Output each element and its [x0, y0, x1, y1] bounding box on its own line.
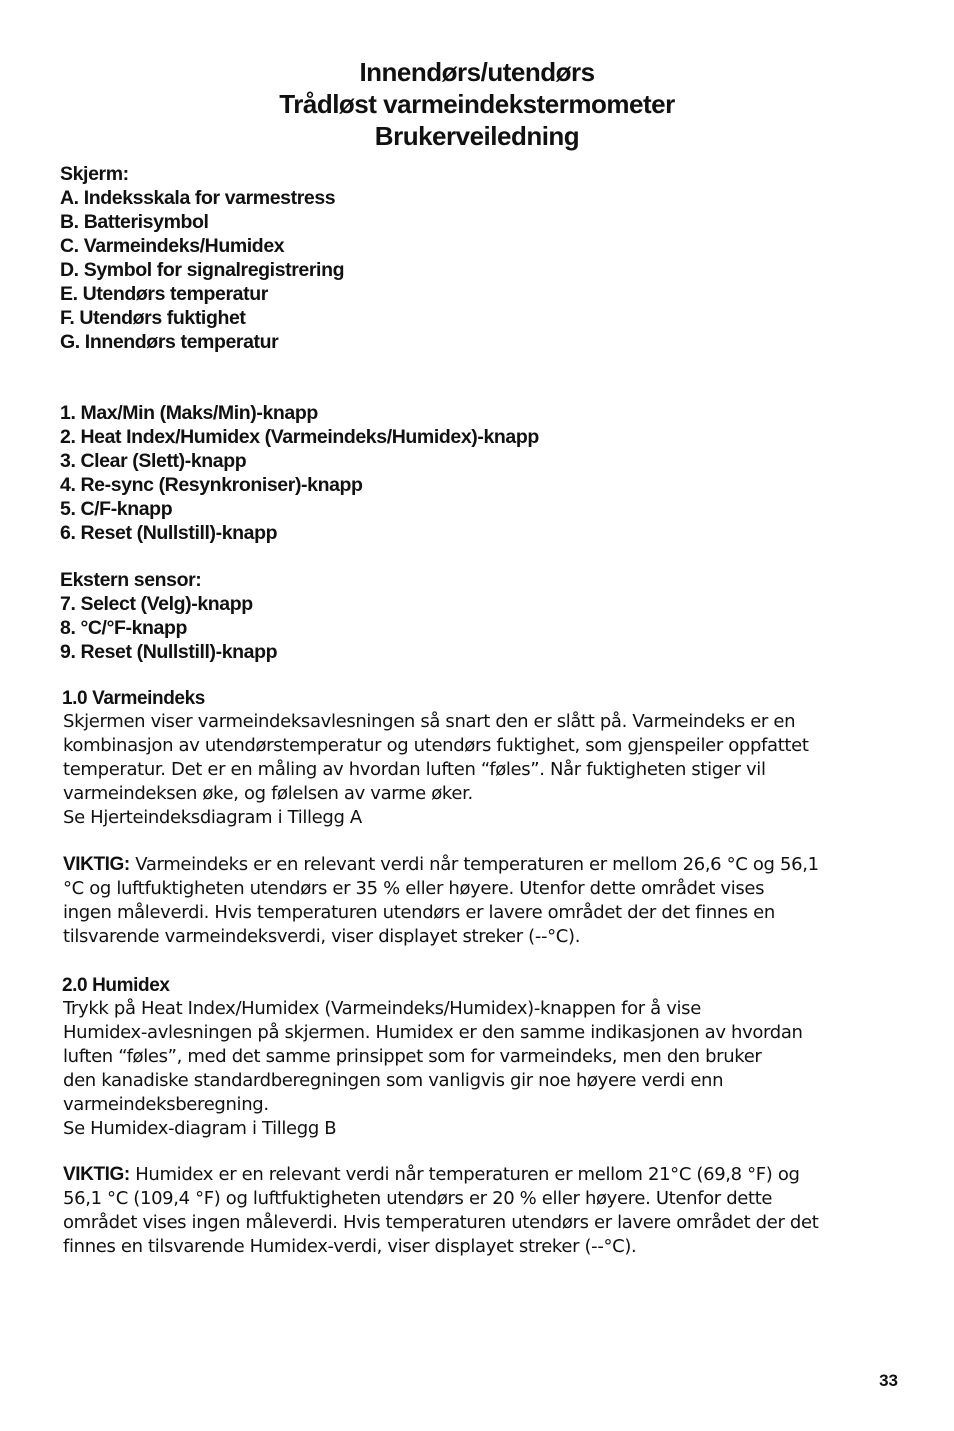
text-line: ingen måleverdi. Hvis temperaturen utendørs er lavere området der det finnes en	[63, 902, 775, 923]
page-title	[0, 56, 954, 152]
title-line-1: Innendørs/utendørs	[359, 57, 595, 87]
text-line: Se Hjerteindeksdiagram i Tillegg A	[63, 807, 362, 828]
text-line: kombinasjon av utendørstemperatur og utendørs fuktighet, som gjenspeiler oppfattet	[63, 735, 809, 756]
text-line: temperatur. Det er en måling av hvordan luften “føles”. Når fuktigheten stiger vil	[63, 759, 766, 780]
sensor-list	[60, 568, 277, 664]
important-label: VIKTIG:	[63, 854, 130, 875]
text-line: Se Humidex-diagram i Tillegg B	[63, 1118, 337, 1139]
text-line: luften “føles”, med det samme prinsippet som for varmeindeks, men den bruker	[63, 1046, 762, 1067]
list-item: 2. Heat Index/Humidex (Varmeindeks/Humidex)-knapp	[60, 426, 539, 448]
list-item: 9. Reset (Nullstill)-knapp	[60, 641, 278, 663]
text-line: tilsvarende varmeindeksverdi, viser displayet streker (--°C).	[63, 926, 581, 947]
list-item: 1. Max/Min (Maks/Min)-knapp	[60, 402, 318, 424]
text-line: varmeindeksberegning.	[63, 1094, 269, 1115]
screen-heading: Skjerm:	[60, 163, 129, 185]
list-item: 4. Re-sync (Resynkroniser)-knapp	[60, 474, 363, 496]
text-line: °C og luftfuktigheten utendørs er 35 % eller høyere. Utenfor dette området vises	[63, 878, 765, 899]
list-item: 7. Select (Velg)-knapp	[60, 593, 253, 615]
text-line: Humidex-avlesningen på skjermen. Humidex er den samme indikasjonen av hvordan	[63, 1022, 803, 1043]
title-line-2: Trådløst varmeindekstermometer	[279, 89, 675, 119]
list-item: A. Indeksskala for varmestress	[60, 187, 336, 209]
text-line: Varmeindeks er en relevant verdi når temperaturen er mellom 26,6 °C og 56,1	[129, 854, 819, 875]
list-item: 6. Reset (Nullstill)-knapp	[60, 522, 278, 544]
list-item: F. Utendørs fuktighet	[60, 307, 246, 329]
text-line: Trykk på Heat Index/Humidex (Varmeindeks/Humidex)-knappen for å vise	[63, 998, 701, 1019]
list-item: G. Innendørs temperatur	[60, 331, 279, 353]
text-line: 56,1 °C (109,4 °F) og luftfuktigheten utendørs er 20 % eller høyere. Utenfor dette	[63, 1188, 773, 1209]
text-line: varmeindeksen øke, og følelsen av varme øker.	[63, 783, 473, 804]
section-2-heading: 2.0 Humidex	[62, 975, 170, 996]
list-item: 3. Clear (Slett)-knapp	[60, 450, 247, 472]
text-line: området vises ingen måleverdi. Hvis temperaturen utendørs er lavere området der det	[63, 1212, 819, 1233]
section-2-important	[63, 1163, 903, 1259]
title-line-3: Brukerveiledning	[374, 121, 580, 151]
list-item: D. Symbol for signalregistrering	[60, 259, 345, 281]
text-line: den kanadiske standardberegningen som vanligvis gir noe høyere verdi enn	[63, 1070, 724, 1091]
important-label: VIKTIG:	[63, 1164, 130, 1185]
section-2-paragraph	[63, 997, 903, 1141]
buttons-list	[60, 401, 539, 545]
list-item: 8. °C/°F-knapp	[60, 617, 188, 639]
sensor-heading: Ekstern sensor:	[60, 569, 202, 591]
section-1-heading: 1.0 Varmeindeks	[62, 688, 205, 709]
page-number: 33	[879, 1371, 898, 1390]
screen-list	[60, 162, 344, 354]
section-1-paragraph	[63, 710, 903, 830]
text-line: Humidex er en relevant verdi når temperaturen er mellom 21°C (69,8 °F) og	[129, 1164, 800, 1185]
list-item: B. Batterisymbol	[60, 211, 209, 233]
list-item: E. Utendørs temperatur	[60, 283, 268, 305]
text-line: Skjermen viser varmeindeksavlesningen så snart den er slått på. Varmeindeks er en	[63, 711, 796, 732]
text-line: finnes en tilsvarende Humidex-verdi, viser displayet streker (--°C).	[63, 1236, 637, 1257]
list-item: 5. C/F-knapp	[60, 498, 173, 520]
list-item: C. Varmeindeks/Humidex	[60, 235, 285, 257]
section-1-important	[63, 853, 903, 949]
